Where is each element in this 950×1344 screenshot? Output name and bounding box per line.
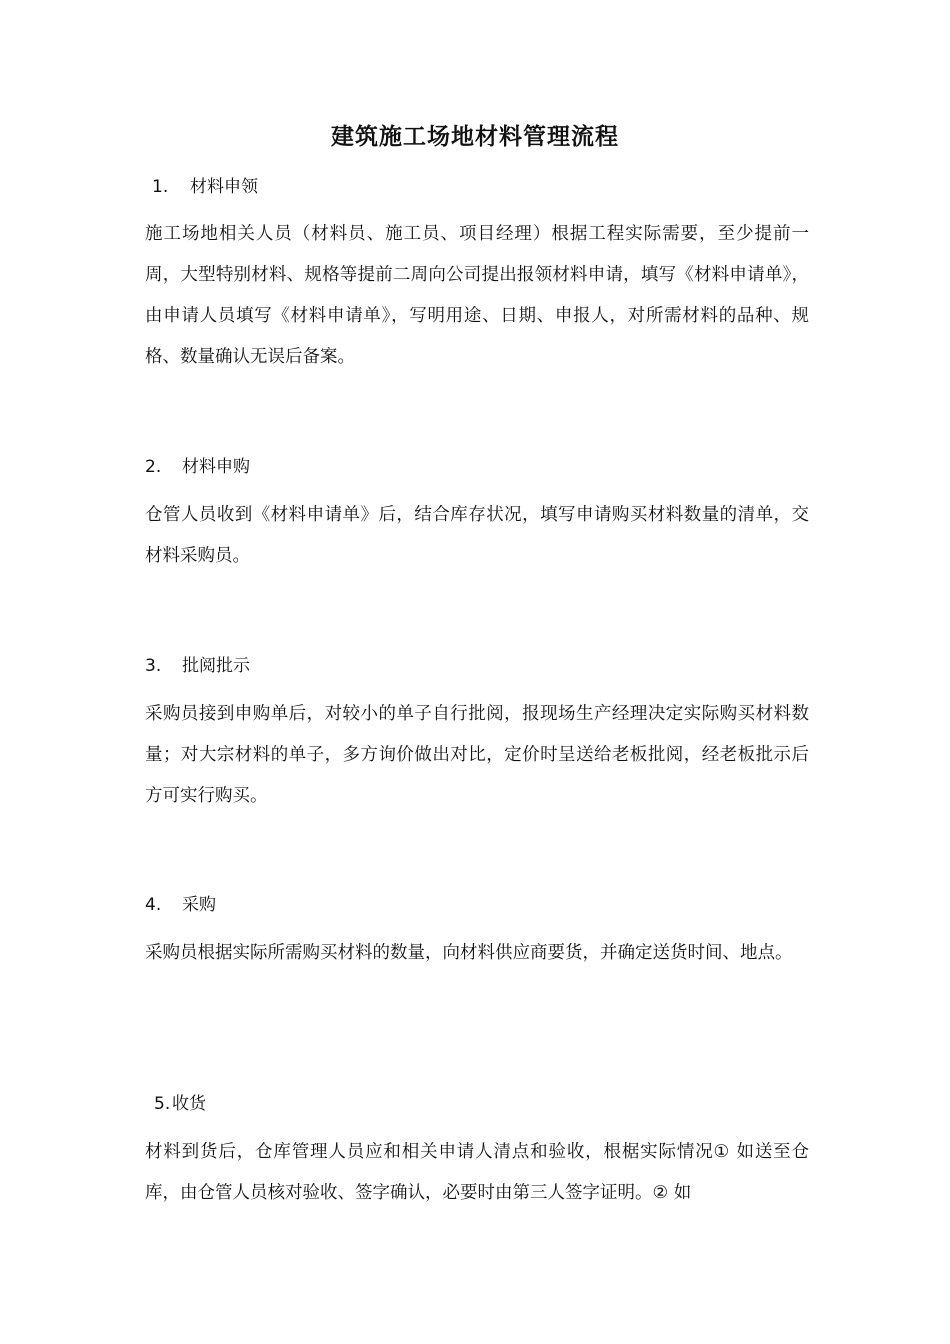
section-body-5: 材料到货后，仓库管理人员应和相关申请人清点和验收，根椐实际情况① 如送至仓库，由仓管人员核对验收、签字确认，必要时由第三人签字证明。② 如 (145, 1142, 809, 1203)
section-body-1: 施工场地相关人员（材料员、施工员、项目经理）根据工程实际需要，至少提前一周，大型特别材料、规格等提前二周向公司提出报领材料申请，填写《材料申请单》，由申请人员填写《材料申请单》，写明用途、日期、申报人，对所需材料的品种、规格、数量确认无误后备案。 (145, 224, 809, 367)
section-number-1: 1. (152, 177, 169, 197)
section-body-4: 采购员根据实际所需购买材料的数量，向材料供应商要货，并确定送货时间、地点。 (145, 943, 793, 963)
section-title-1: 材料申领 (190, 177, 258, 197)
section-title-5: 收货 (172, 1094, 206, 1114)
section-body-2: 仓管人员收到《材料申请单》后，结合库存状况，填写申请购买材料数量的清单，交材料采购员。 (145, 505, 809, 566)
section-heading-2 (145, 452, 250, 477)
section-number-4: 4. (145, 895, 162, 915)
section-number-2: 2. (145, 457, 162, 477)
section-heading-1 (152, 172, 258, 197)
page-title: 建筑施工场地材料管理流程 (331, 124, 619, 150)
section-title-3: 批阅批示 (182, 656, 250, 676)
section-title-4: 采购 (182, 895, 216, 915)
section-body-3: 采购员接到申购单后，对较小的单子自行批阅，报现场生产经理决定实际购买材料数量；对大宗材料的单子，多方询价做出对比，定价时呈送给老板批阅，经老板批示后方可实行购买。 (145, 704, 809, 806)
section-heading-4 (145, 890, 216, 915)
section-number-5: 5. (154, 1094, 171, 1114)
section-title-2: 材料申购 (182, 457, 250, 477)
section-heading-3 (145, 651, 250, 676)
section-number-3: 3. (145, 656, 162, 676)
section-heading-5 (154, 1089, 206, 1114)
